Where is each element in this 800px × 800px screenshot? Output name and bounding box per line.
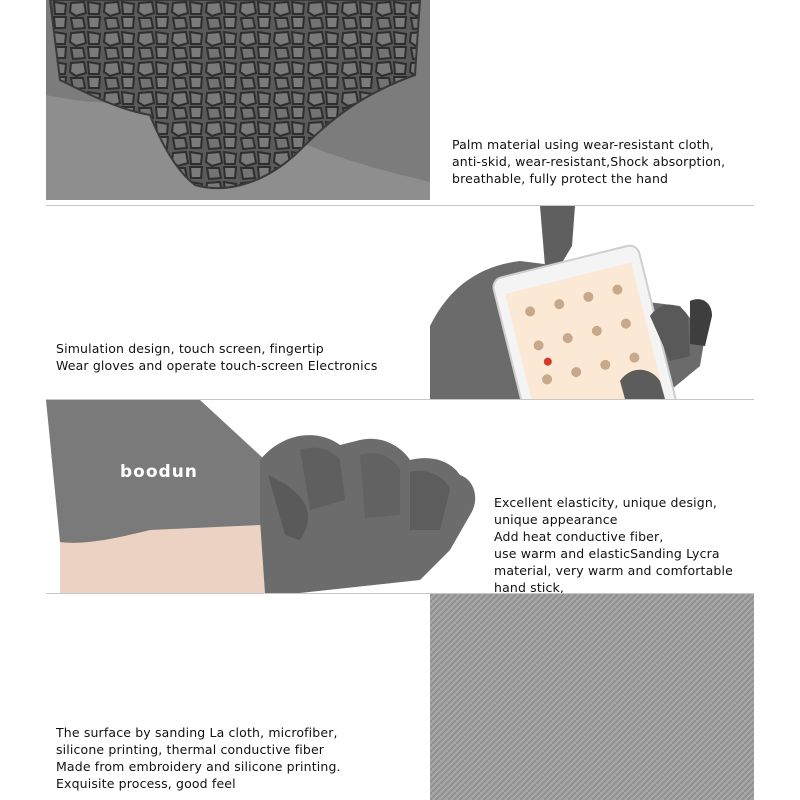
- brand-logo: boodun: [120, 462, 198, 482]
- section-palm-material: [0, 0, 800, 205]
- caption-line: Wear gloves and operate touch-screen Electronics: [56, 358, 378, 373]
- caption-line: Add heat conductive fiber,: [494, 529, 664, 544]
- caption-line: material, very warm and comfortable: [494, 563, 733, 578]
- caption-line: use warm and elasticSanding Lycra: [494, 546, 720, 561]
- section-elasticity: [0, 400, 800, 593]
- section-fabric-surface: [0, 594, 800, 800]
- caption-line: unique appearance: [494, 512, 618, 527]
- touch-caption: [56, 340, 377, 374]
- caption-line: breathable, fully protect the hand: [452, 171, 669, 186]
- caption-line: hand stick,: [494, 580, 565, 593]
- elasticity-caption: [494, 494, 733, 593]
- section-touch-screen: [0, 206, 800, 399]
- caption-line: Made from embroidery and silicone printing.: [56, 759, 341, 774]
- caption-line: Excellent elasticity, unique design,: [494, 495, 718, 510]
- caption-line: Palm material using wear-resistant cloth,: [452, 137, 714, 152]
- caption-line: anti-skid, wear-resistant,Shock absorption,: [452, 154, 726, 169]
- caption-line: silicone printing, thermal conductive fiber: [56, 742, 325, 757]
- caption-line: The surface by sanding La cloth, microfiber,: [56, 725, 338, 740]
- palm-caption: [452, 136, 725, 187]
- caption-line: Simulation design, touch screen, fingertip: [56, 341, 324, 356]
- fabric-caption: [56, 724, 341, 792]
- caption-line: Exquisite process, good feel: [56, 776, 236, 791]
